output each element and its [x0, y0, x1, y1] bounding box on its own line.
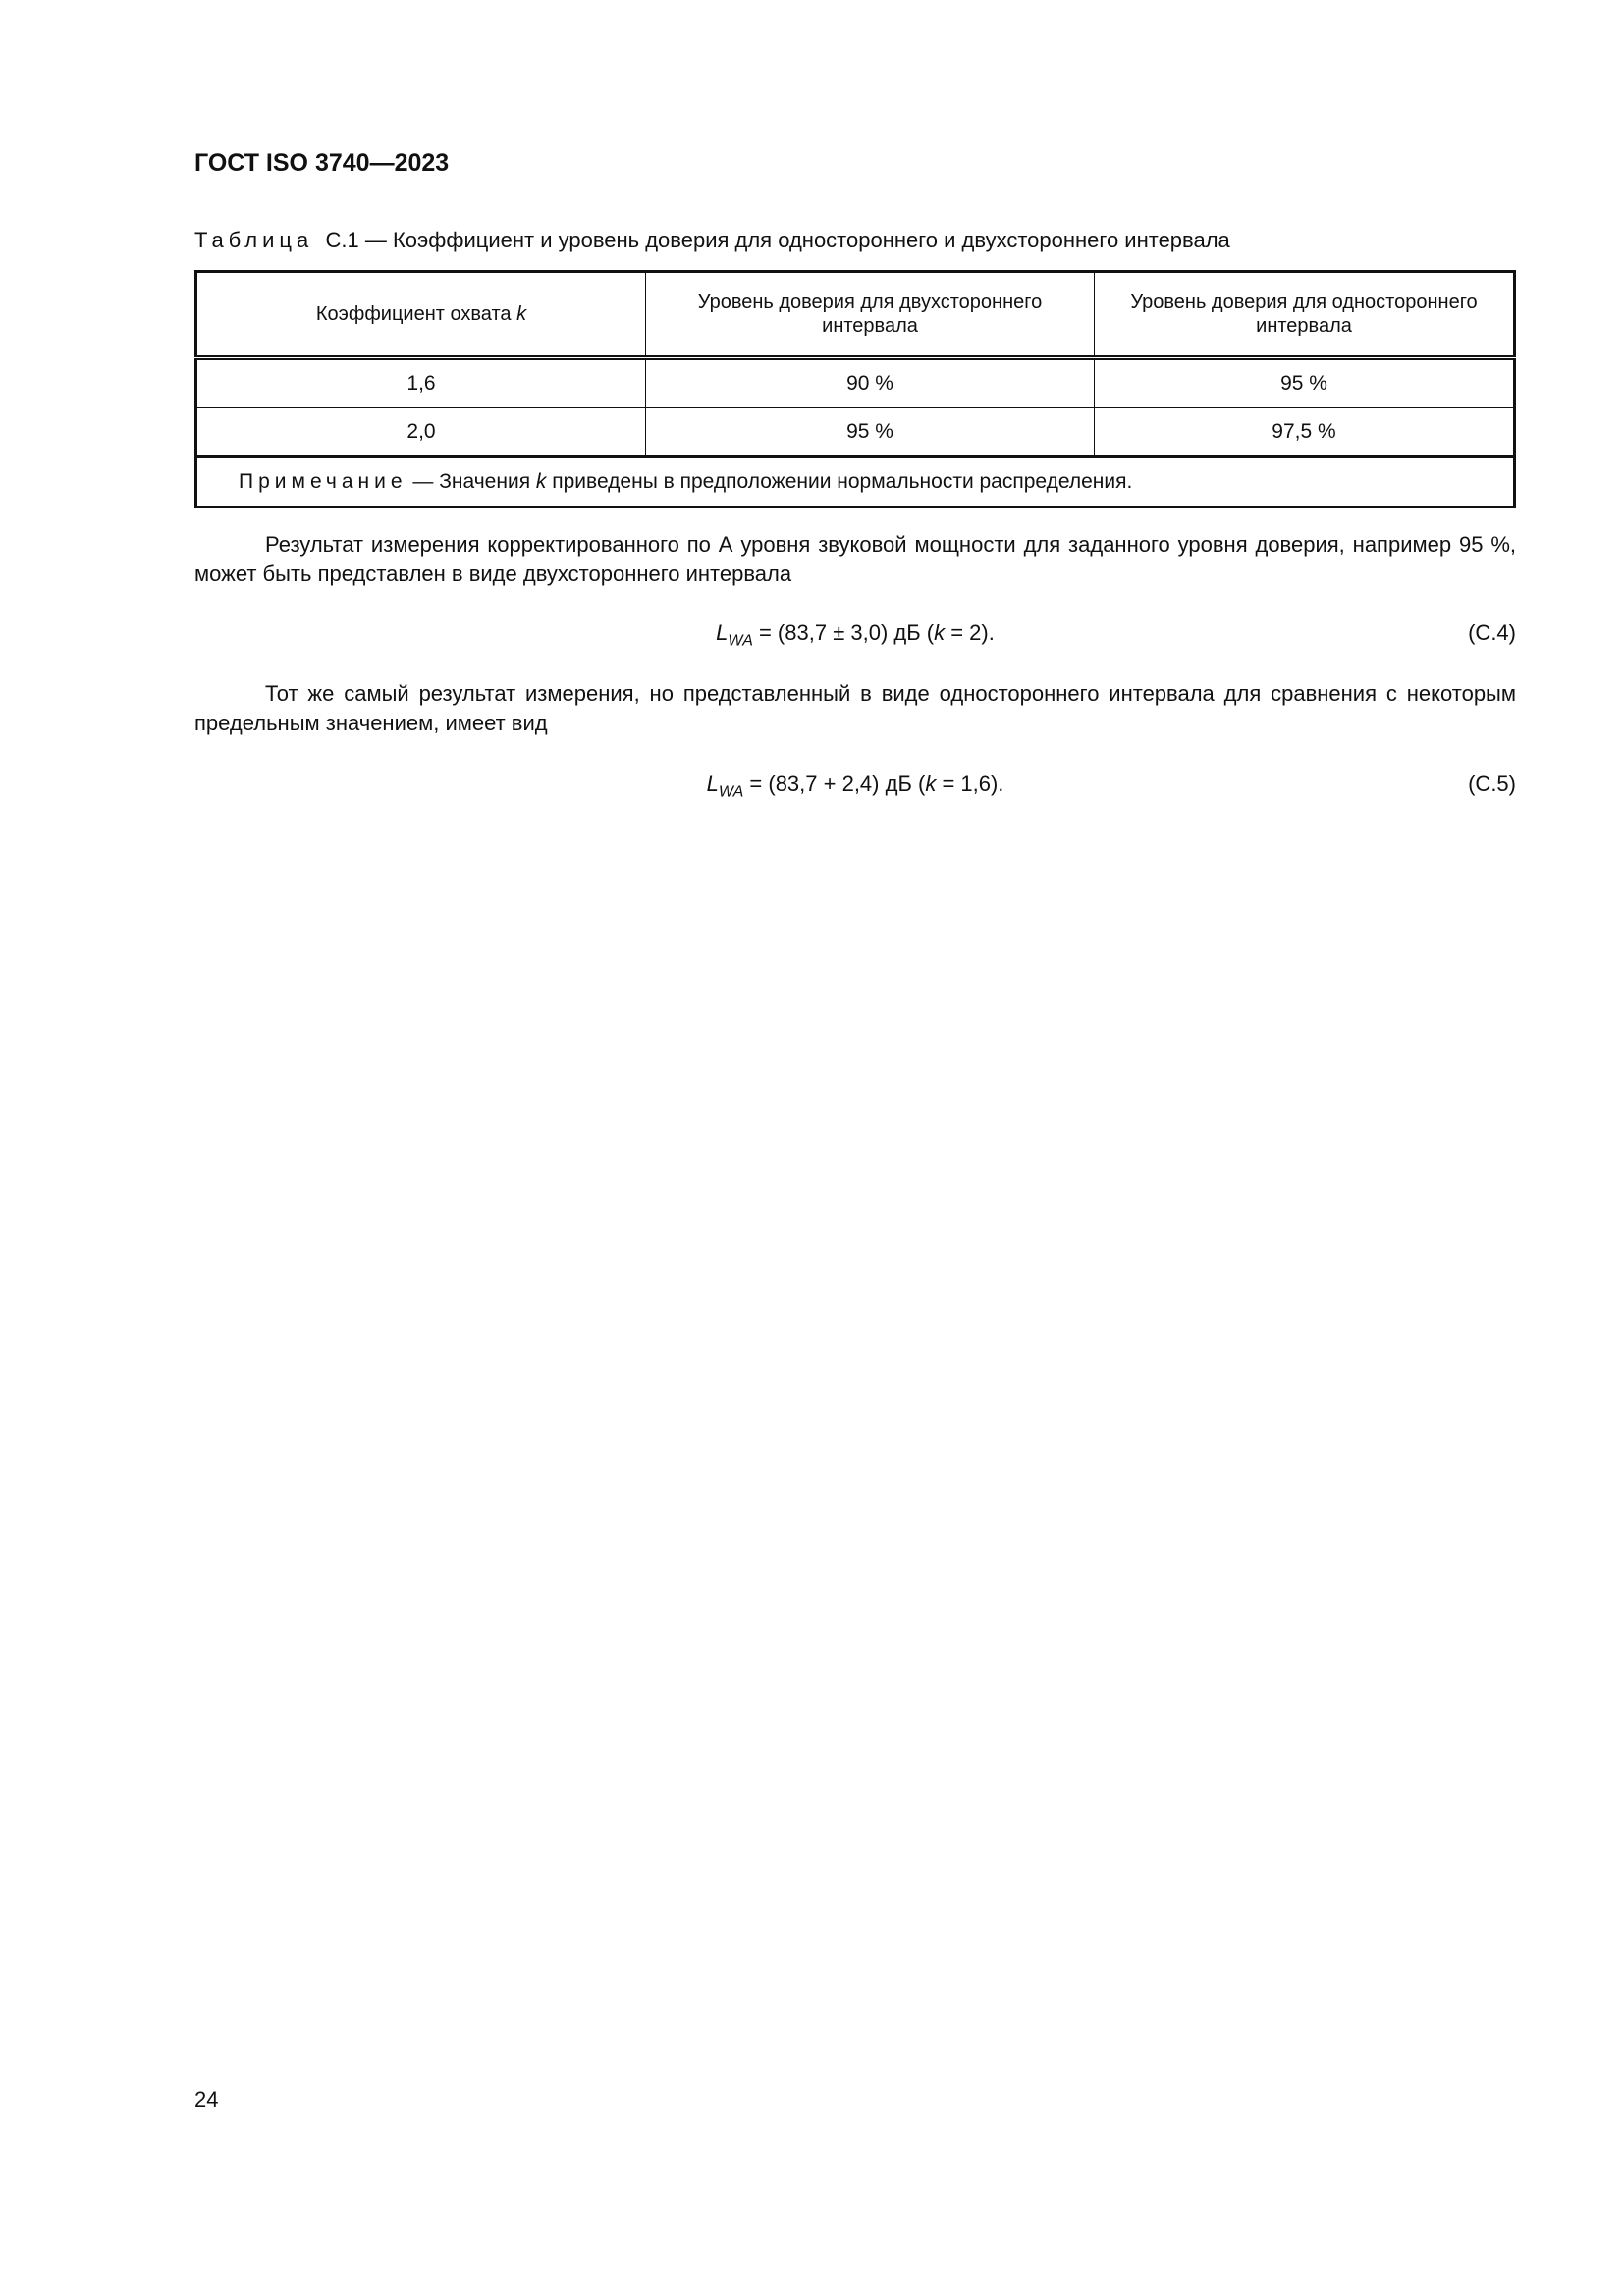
table-caption	[194, 228, 1230, 253]
note-label: Примечание	[239, 470, 407, 493]
eq-symbol: L	[706, 772, 719, 796]
eq-subscript: WA	[728, 632, 753, 650]
table-note-row	[196, 457, 1515, 507]
paragraph-1-text: Результат измерения корректированного по А уровня звуковой мощности для заданного уровня доверия, например 95 %, может быть представлен в виде двухстороннего интервала	[194, 532, 1516, 586]
eq-k: k	[925, 772, 937, 796]
table-row	[196, 358, 1515, 408]
equation-number: (C.4)	[1468, 620, 1516, 645]
eq-k: k	[934, 620, 946, 645]
eq-body: = (83,7 ± 3,0) дБ (	[752, 620, 935, 645]
table-cell: 2,0	[196, 408, 646, 457]
equation-c5	[194, 772, 1516, 801]
table-cell: 1,6	[196, 358, 646, 408]
caption-label: Таблица	[194, 228, 314, 252]
eq-tail: = 1,6).	[936, 772, 1004, 796]
table-cell: 97,5 %	[1095, 408, 1515, 457]
equation-formula	[194, 772, 1516, 801]
header-cell: Уровень доверия для одностороннего интервала	[1095, 272, 1515, 358]
equation-number: (C.5)	[1468, 772, 1516, 796]
paragraph-1	[194, 530, 1516, 589]
eq-tail: = 2).	[945, 620, 995, 645]
eq-body: = (83,7 + 2,4) дБ (	[743, 772, 926, 796]
note-k: k	[535, 470, 547, 493]
header-text: Коэффициент охвата	[315, 303, 512, 325]
table-note	[196, 457, 1515, 507]
note-pre: — Значения	[412, 470, 531, 493]
eq-symbol: L	[716, 620, 729, 645]
header-cell	[196, 272, 646, 358]
paragraph-2	[194, 679, 1516, 738]
caption-text: С.1 — Коэффициент и уровень доверия для одностороннего и двухстороннего интервала	[325, 228, 1230, 252]
header-cell: Уровень доверия для двухстороннего интервала	[646, 272, 1095, 358]
document-header: ГОСТ ISO 3740—2023	[194, 149, 450, 177]
table-header-row	[196, 272, 1515, 358]
table-cell: 95 %	[646, 408, 1095, 457]
page-number: 24	[194, 2087, 219, 2111]
note-post: приведены в предположении нормальности распределения.	[552, 470, 1133, 493]
paragraph-2-text: Тот же самый результат измерения, но представленный в виде одностороннего интервала для сравнения с некоторым предельным значением, имеет вид	[194, 681, 1516, 735]
eq-subscript: WA	[718, 783, 744, 801]
table-cell: 90 %	[646, 358, 1095, 408]
table-row	[196, 408, 1515, 457]
table-cell: 95 %	[1095, 358, 1515, 408]
equation-c4	[194, 620, 1516, 650]
confidence-table	[194, 270, 1516, 508]
equation-formula	[194, 620, 1516, 650]
header-k: k	[516, 303, 527, 325]
